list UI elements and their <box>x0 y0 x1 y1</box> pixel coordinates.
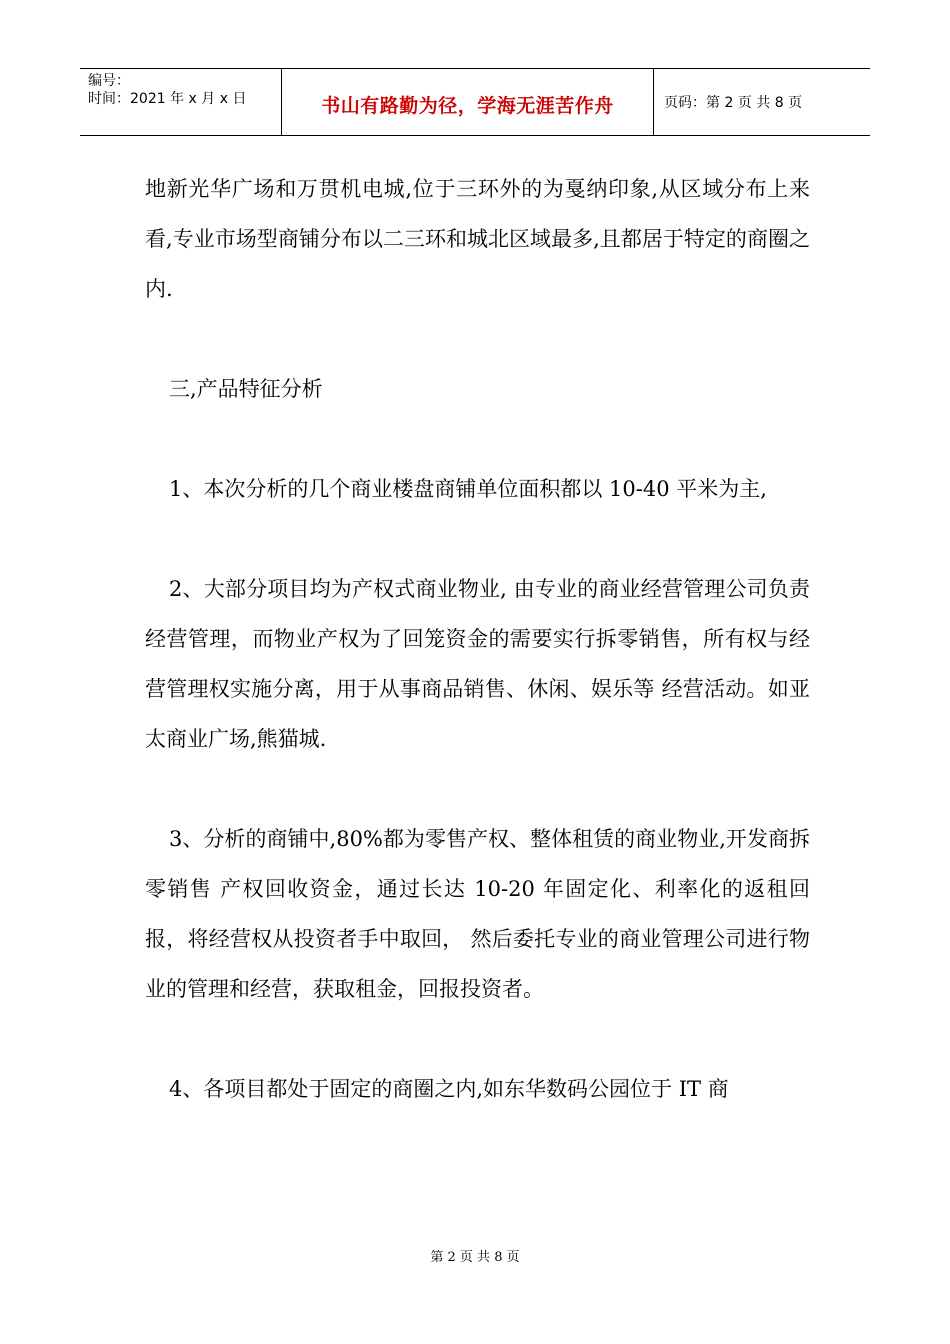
header-meta <box>80 69 282 135</box>
page-footer <box>0 1246 950 1265</box>
document-body <box>145 164 810 1164</box>
list-item-1: 1、本次分析的几个商业楼盘商铺单位面积都以 10-40 平米为主, <box>169 477 767 501</box>
time-label: 时间：2021 年 x 月 x 日 <box>88 91 247 107</box>
list-item-4: 4、各项目都处于固定的商圈之内,如东华数码公园位于 IT 商 <box>169 1077 729 1101</box>
section-title: 三,产品特征分析 <box>169 377 323 401</box>
list-item-3: 3、分析的商铺中,80%都为零售产权、整体租赁的商业物业,开发商拆零销售 产权回收资金，通过长达 10-20 年固定化、利率化的返租回报，将经营权从投资者手中取回， 然后委托专业的商业管理公司进行物业的管理和经营，获取租金，回报投资者。 <box>145 827 810 1001</box>
number-label: 编号： <box>88 73 130 89</box>
header-motto: 书山有路勤为径，学海无涯苦作舟 <box>321 94 614 117</box>
list-item-2: 2、大部分项目均为产权式商业物业, 由专业的商业经营管理公司负责经营管理，而物业产权为了回笼资金的需要实行拆零销售，所有权与经营管理权实施分离，用于从事商品销售、休闲、娱乐等 经营活动。如亚太商业广场,熊猫城. <box>145 577 810 751</box>
header-page-info <box>654 69 870 135</box>
page-info-text: 页码：第 2 页 共 8 页 <box>664 95 803 111</box>
header-motto-cell <box>282 69 654 135</box>
page-header <box>80 68 870 136</box>
paragraph-1: 地新光华广场和万贯机电城,位于三环外的为戛纳印象,从区域分布上来看,专业市场型商铺分布以二三环和城北区域最多,且都居于特定的商圈之内. <box>145 177 810 301</box>
footer-page-number: 第 2 页 共 8 页 <box>430 1250 520 1265</box>
